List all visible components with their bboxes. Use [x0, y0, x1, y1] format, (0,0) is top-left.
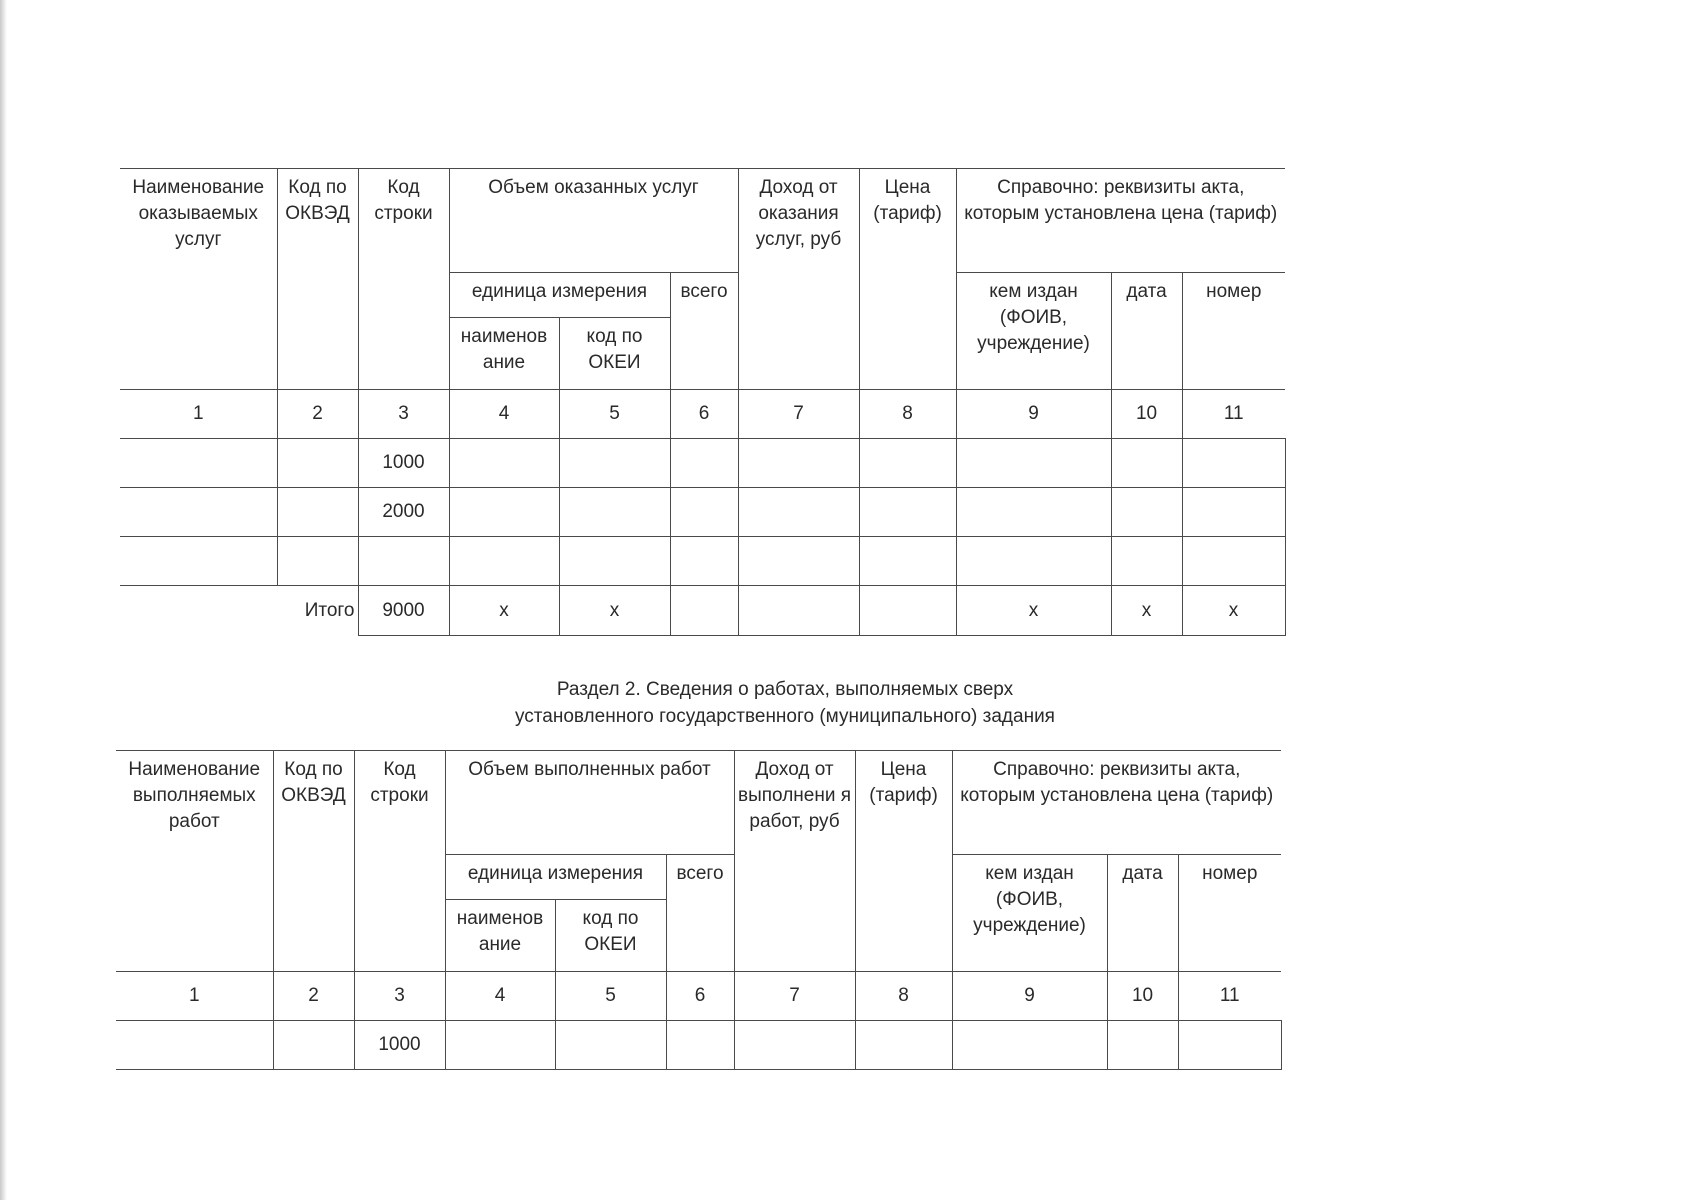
cell-number[interactable]	[1182, 488, 1285, 537]
header-total: всего	[666, 855, 734, 972]
header-total: всего	[670, 273, 738, 390]
column-number: 2	[273, 972, 354, 1021]
cell-price[interactable]	[855, 1021, 952, 1070]
cell-date[interactable]	[1111, 488, 1182, 537]
header-number: номер	[1182, 273, 1285, 390]
column-number: 4	[445, 972, 555, 1021]
column-number: 2	[277, 390, 358, 439]
header-issued-by: кем издан (ФОИВ, учреждение)	[956, 273, 1111, 390]
cell-line-code	[358, 537, 449, 586]
column-number: 6	[666, 972, 734, 1021]
column-number: 8	[855, 972, 952, 1021]
works-table	[116, 750, 1282, 1070]
column-number: 10	[1111, 390, 1182, 439]
column-number: 4	[449, 390, 559, 439]
table-row	[120, 537, 1285, 586]
cell-date[interactable]	[1111, 537, 1182, 586]
cell-unit-okei[interactable]	[559, 537, 670, 586]
cell-service-name[interactable]	[120, 439, 277, 488]
total-number: х	[1182, 586, 1285, 636]
header-line-code: Код строки	[354, 751, 445, 972]
cell-date[interactable]	[1107, 1021, 1178, 1070]
table-row	[120, 439, 1285, 488]
cell-number[interactable]	[1182, 439, 1285, 488]
header-line-code: Код строки	[358, 169, 449, 390]
column-number: 11	[1178, 972, 1281, 1021]
cell-issued-by[interactable]	[956, 439, 1111, 488]
header-okved: Код по ОКВЭД	[273, 751, 354, 972]
total-total[interactable]	[670, 586, 738, 636]
column-number: 3	[358, 390, 449, 439]
cell-line-code: 2000	[358, 488, 449, 537]
header-act-reference: Справочно: реквизиты акта, которым установлена цена (тариф)	[956, 169, 1285, 273]
total-unit-okei: х	[559, 586, 670, 636]
header-work-name: Наименование выполняемых работ	[116, 751, 273, 972]
header-service-name: Наименование оказываемых услуг	[120, 169, 277, 390]
cell-okved[interactable]	[277, 488, 358, 537]
cell-date[interactable]	[1111, 439, 1182, 488]
header-unit: единица измерения	[449, 273, 670, 318]
section-2-title: Раздел 2. Сведения о работах, выполняемых сверх установленного государственного (муниципального) задания	[515, 679, 1055, 727]
header-unit-name: наименов ание	[445, 900, 555, 972]
total-unit-name: х	[449, 586, 559, 636]
total-income[interactable]	[738, 586, 859, 636]
total-line-code: 9000	[358, 586, 449, 636]
column-number: 10	[1107, 972, 1178, 1021]
cell-service-name[interactable]	[120, 537, 277, 586]
cell-unit-name[interactable]	[449, 439, 559, 488]
header-number: номер	[1178, 855, 1281, 972]
cell-price[interactable]	[859, 439, 956, 488]
column-number: 5	[555, 972, 666, 1021]
header-date: дата	[1111, 273, 1182, 390]
header-date: дата	[1107, 855, 1178, 972]
cell-okved[interactable]	[277, 537, 358, 586]
cell-okved[interactable]	[273, 1021, 354, 1070]
cell-issued-by[interactable]	[952, 1021, 1107, 1070]
cell-issued-by[interactable]	[956, 537, 1111, 586]
column-number: 6	[670, 390, 738, 439]
header-price: Цена (тариф)	[855, 751, 952, 972]
cell-service-name[interactable]	[120, 488, 277, 537]
total-date: х	[1111, 586, 1182, 636]
header-volume: Объем оказанных услуг	[449, 169, 738, 273]
cell-number[interactable]	[1182, 537, 1285, 586]
header-price: Цена (тариф)	[859, 169, 956, 390]
header-volume: Объем выполненных работ	[445, 751, 734, 855]
column-number: 9	[952, 972, 1107, 1021]
cell-unit-name[interactable]	[449, 488, 559, 537]
column-number: 11	[1182, 390, 1285, 439]
cell-total[interactable]	[670, 488, 738, 537]
column-number: 1	[120, 390, 277, 439]
column-number: 9	[956, 390, 1111, 439]
column-number: 8	[859, 390, 956, 439]
page-edge-shadow	[0, 0, 7, 1200]
header-issued-by: кем издан (ФОИВ, учреждение)	[952, 855, 1107, 972]
cell-price[interactable]	[859, 488, 956, 537]
column-number: 5	[559, 390, 670, 439]
column-number: 1	[116, 972, 273, 1021]
cell-unit-okei[interactable]	[555, 1021, 666, 1070]
total-price[interactable]	[859, 586, 956, 636]
cell-unit-name[interactable]	[445, 1021, 555, 1070]
cell-income[interactable]	[738, 439, 859, 488]
cell-price[interactable]	[859, 537, 956, 586]
column-number: 3	[354, 972, 445, 1021]
header-income: Доход от оказания услуг, руб	[738, 169, 859, 390]
cell-okved[interactable]	[277, 439, 358, 488]
header-okved: Код по ОКВЭД	[277, 169, 358, 390]
cell-line-code: 1000	[358, 439, 449, 488]
cell-number[interactable]	[1178, 1021, 1281, 1070]
cell-work-name[interactable]	[116, 1021, 273, 1070]
cell-total[interactable]	[670, 439, 738, 488]
table-row	[120, 488, 1285, 537]
cell-income[interactable]	[734, 1021, 855, 1070]
total-issued-by: х	[956, 586, 1111, 636]
total-row	[120, 586, 1285, 636]
cell-unit-name[interactable]	[449, 537, 559, 586]
cell-unit-okei[interactable]	[559, 439, 670, 488]
cell-unit-okei[interactable]	[559, 488, 670, 537]
cell-income[interactable]	[738, 488, 859, 537]
cell-line-code: 1000	[354, 1021, 445, 1070]
header-unit: единица измерения	[445, 855, 666, 900]
header-unit-okei: код по ОКЕИ	[555, 900, 666, 972]
table-row	[116, 1021, 1281, 1070]
header-act-reference: Справочно: реквизиты акта, которым установлена цена (тариф)	[952, 751, 1281, 855]
column-number: 7	[734, 972, 855, 1021]
header-income: Доход от выполнени я работ, руб	[734, 751, 855, 972]
cell-income[interactable]	[738, 537, 859, 586]
column-number: 7	[738, 390, 859, 439]
cell-total[interactable]	[670, 537, 738, 586]
cell-issued-by[interactable]	[956, 488, 1111, 537]
total-label: Итого	[120, 586, 358, 636]
cell-total[interactable]	[666, 1021, 734, 1070]
header-unit-okei: код по ОКЕИ	[559, 318, 670, 390]
services-table	[120, 168, 1286, 636]
header-unit-name: наименов ание	[449, 318, 559, 390]
